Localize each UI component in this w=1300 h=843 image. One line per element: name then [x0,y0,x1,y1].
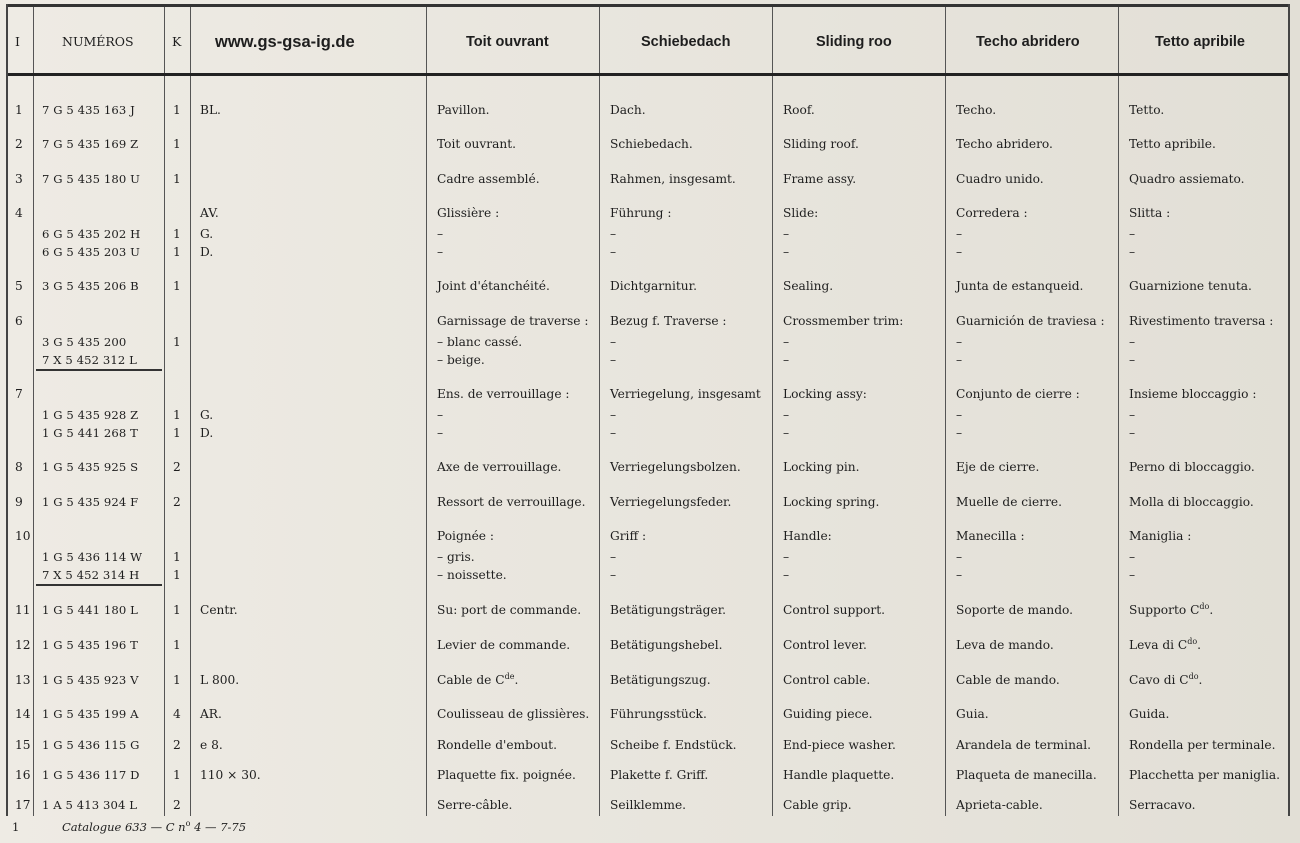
part-number: 1 G 5 435 924 F [42,495,139,509]
desc-spanish: Techo abridero. [956,137,1053,151]
quantity: 2 [173,460,181,474]
desc-italian: Serracavo. [1129,798,1196,812]
desc-english: Control support. [783,603,885,617]
quantity: 1 [173,426,181,440]
desc-german: – [610,407,617,422]
row-index: 17 [15,798,31,812]
desc-french: Ressort de verrouillage. [437,495,586,509]
desc-english: – [783,334,790,349]
part-number: 7 G 5 435 163 J [42,103,135,117]
part-number: 1 G 5 441 180 L [42,603,138,617]
superscript: do [1187,637,1198,646]
part-note: AV. [200,206,219,220]
desc-german: – [610,334,617,349]
desc-french: – beige. [437,353,485,367]
desc-german: Dach. [610,103,646,117]
part-number: 3 G 5 435 200 [42,334,127,349]
quantity: 2 [173,738,181,752]
desc-english: – [783,426,790,440]
row-index: 4 [15,206,23,220]
part-number: 7 G 5 435 169 Z [42,137,139,151]
desc-french: Plaquette fix. poignée. [437,768,576,782]
col-divider [1118,7,1119,816]
desc-spanish: Guarnición de traviesa : [956,314,1105,328]
desc-german: – [610,568,617,582]
header-numbers: NUMÉROS [62,34,134,49]
desc-english: – [783,407,790,422]
desc-english: Sealing. [783,279,834,293]
desc-german: Führung : [610,206,672,220]
desc-german: Betätigungsträger. [610,603,727,617]
desc-english: – [783,549,790,564]
desc-french: – [437,245,444,259]
row-index: 9 [15,495,23,509]
desc-italian: Rivestimento traversa : [1129,314,1274,328]
desc-english: – [783,245,790,259]
desc-italian: – [1129,334,1136,349]
footer-page-number: 1 [12,820,20,834]
part-number: 1 G 5 435 928 Z [42,407,139,422]
desc-spanish: Manecilla : [956,529,1025,543]
desc-italian: Cavo di $C^{do}$. [1129,672,1203,687]
quantity: 1 [173,172,181,186]
header-index: I [15,34,20,49]
desc-french: – noissette. [437,568,507,582]
desc-italian: – [1129,426,1136,440]
col-divider [33,7,34,816]
desc-english: Locking spring. [783,495,880,509]
part-note: AR. [200,707,222,721]
desc-spanish: Leva de mando. [956,638,1054,652]
desc-french: Serre-câble. [437,798,513,812]
desc-french: – gris. [437,549,475,564]
part-number: 1 G 5 435 199 A [42,707,139,721]
desc-italian: – [1129,226,1136,241]
desc-english: Guiding piece. [783,707,873,721]
desc-spanish: – [956,353,963,367]
desc-english: Cable grip. [783,798,852,812]
desc-italian: – [1129,568,1136,582]
desc-spanish: Plaqueta de manecilla. [956,768,1097,782]
quantity: 1 [173,245,181,259]
quantity: 2 [173,798,181,812]
superscript: de [504,672,515,681]
desc-french: Cable de Cde. [437,672,519,687]
desc-italian: – [1129,353,1136,367]
part-number: 1 G 5 436 117 D [42,768,140,782]
desc-spanish: Arandela de terminal. [956,738,1091,752]
desc-english: Control cable. [783,673,871,687]
desc-spanish: – [956,226,963,241]
desc-italian: Slitta : [1129,206,1171,220]
quantity: 1 [173,279,181,293]
desc-english: Sliding roof. [783,137,859,151]
quantity: 1 [173,103,181,117]
desc-french: Axe de verrouillage. [437,460,562,474]
part-number: 1 G 5 436 114 W [42,549,143,564]
desc-english: End-piece washer. [783,738,896,752]
desc-spanish: Eje de cierre. [956,460,1040,474]
desc-italian: Tetto. [1129,103,1165,117]
desc-italian: Tetto apribile. [1129,137,1216,151]
group-underline [36,369,162,371]
group-underline [36,584,162,586]
row-index: 11 [15,603,31,617]
desc-spanish: Muelle de cierre. [956,495,1062,509]
desc-german: – [610,226,617,241]
part-number: 6 G 5 435 203 U [42,245,140,259]
desc-german: Scheibe f. Endstück. [610,738,737,752]
part-note: D. [200,245,214,259]
desc-german: Griff : [610,529,647,543]
desc-french: – [437,407,444,422]
desc-english: Slide: [783,206,819,220]
part-number: 1 A 5 413 304 L [42,798,138,812]
part-number: 1 G 5 436 115 G [42,738,140,752]
desc-spanish: Junta de estanqueid. [956,279,1084,293]
desc-italian: Quadro assiemato. [1129,172,1245,186]
desc-german: Verriegelungsfeder. [610,495,732,509]
col-divider [772,7,773,816]
frame-right-rule [1288,4,1290,816]
desc-french: Cadre assemblé. [437,172,540,186]
desc-italian: – [1129,407,1136,422]
desc-italian: Rondella per terminale. [1129,738,1276,752]
desc-english: – [783,226,790,241]
desc-english: Handle: [783,529,832,543]
part-number: 1 G 5 435 196 T [42,638,138,652]
col-divider [164,7,165,816]
part-note: D. [200,426,214,440]
part-number: 6 G 5 435 202 H [42,226,141,241]
desc-english: – [783,353,790,367]
quantity: 2 [173,495,181,509]
desc-italian: Guarnizione tenuta. [1129,279,1252,293]
header-k: K [172,34,182,49]
desc-german: Führungsstück. [610,707,707,721]
desc-spanish: – [956,426,963,440]
desc-german: Betätigungshebel. [610,638,723,652]
desc-german: Verriegelungsbolzen. [610,460,741,474]
desc-italian: – [1129,549,1136,564]
row-index: 12 [15,638,31,652]
desc-german: Schiebedach. [610,137,693,151]
desc-spanish: Conjunto de cierre : [956,387,1080,401]
superscript: do [1188,672,1199,681]
desc-german: Plakette f. Griff. [610,768,709,782]
part-note: G. [200,407,214,422]
desc-english: Locking pin. [783,460,860,474]
desc-english: – [783,568,790,582]
desc-italian: Insieme bloccaggio : [1129,387,1257,401]
desc-spanish: – [956,407,963,422]
desc-italian: Guida. [1129,707,1170,721]
desc-spanish: Techo. [956,103,997,117]
row-index: 8 [15,460,23,474]
desc-italian: Placchetta per maniglia. [1129,768,1281,782]
desc-german: – [610,245,617,259]
desc-spanish: – [956,245,963,259]
header-german: Schiebedach [641,34,731,50]
quantity: 1 [173,226,181,241]
desc-spanish: Cuadro unido. [956,172,1044,186]
desc-french: – [437,426,444,440]
quantity: 1 [173,673,181,687]
quantity: 1 [173,137,181,151]
desc-french: – blanc cassé. [437,334,523,349]
desc-german: Seilklemme. [610,798,687,812]
desc-french: Su: port de commande. [437,603,582,617]
row-index: 16 [15,768,31,782]
desc-french: Ens. de verrouillage : [437,387,570,401]
desc-italian: Leva di $C^{do}$. [1129,637,1202,652]
part-note: e 8. [200,738,223,752]
header-english: Sliding roo [816,34,892,50]
col-divider [190,7,191,816]
part-number: 7 G 5 435 180 U [42,172,140,186]
desc-french: Coulisseau de glissières. [437,707,590,721]
part-number: 7 X 5 452 314 H [42,568,140,582]
row-index: 2 [15,137,23,151]
desc-french: Pavillon. [437,103,490,117]
desc-spanish: Aprieta-cable. [956,798,1043,812]
desc-spanish: – [956,568,963,582]
header-spanish: Techo abridero [976,34,1080,50]
desc-spanish: Guia. [956,707,989,721]
col-divider [599,7,600,816]
row-index: 1 [15,103,23,117]
desc-french: – [437,226,444,241]
part-number: 3 G 5 435 206 B [42,279,139,293]
frame-left-rule [6,4,8,816]
row-index: 13 [15,673,31,687]
part-note: Centr. [200,603,238,617]
part-number: 1 G 5 435 925 S [42,460,139,474]
desc-english: Handle plaquette. [783,768,895,782]
col-divider [426,7,427,816]
quantity: 1 [173,768,181,782]
superscript: do [1199,602,1210,611]
desc-spanish: Soporte de mando. [956,603,1073,617]
footer-catalogue-ref: Catalogue 633 — C $n^o$ 4 — 7-75 [62,819,247,834]
quantity: 1 [173,603,181,617]
desc-italian: Maniglia : [1129,529,1192,543]
desc-french: Levier de commande. [437,638,571,652]
row-index: 7 [15,387,23,401]
desc-italian: Molla di bloccaggio. [1129,495,1254,509]
desc-french: Garnissage de traverse : [437,314,589,328]
desc-spanish: – [956,549,963,564]
quantity: 1 [173,407,181,422]
desc-english: Frame assy. [783,172,857,186]
quantity: 1 [173,638,181,652]
quantity: 4 [173,707,181,721]
header-french: Toit ouvrant [466,34,549,50]
desc-spanish: – [956,334,963,349]
desc-french: Poignée : [437,529,494,543]
desc-french: Rondelle d'embout. [437,738,557,752]
row-index: 5 [15,279,23,293]
desc-german: Bezug f. Traverse : [610,314,727,328]
part-number: 7 X 5 452 312 L [42,353,137,367]
desc-german: Verriegelung, insgesamt [610,387,761,401]
part-note: G. [200,226,214,241]
col-divider [945,7,946,816]
desc-german: Dichtgarnitur. [610,279,697,293]
row-index: 6 [15,314,23,328]
desc-spanish: Cable de mando. [956,673,1060,687]
desc-spanish: Corredera : [956,206,1028,220]
watermark-url: www.gs-gsa-ig.de [215,33,355,51]
desc-french: Toit ouvrant. [437,137,516,151]
desc-german: – [610,353,617,367]
quantity: 1 [173,334,181,349]
desc-english: Locking assy: [783,387,867,401]
part-number: 1 G 5 435 923 V [42,673,139,687]
desc-english: Crossmember trim: [783,314,904,328]
row-index: 14 [15,707,31,721]
part-note: BL. [200,103,221,117]
row-index: 3 [15,172,23,186]
row-index: 10 [15,529,31,543]
desc-french: Joint d'étanchéité. [437,279,550,293]
desc-italian: Perno di bloccaggio. [1129,460,1255,474]
part-note: L 800. [200,673,240,687]
desc-german: Rahmen, insgesamt. [610,172,736,186]
desc-german: Betätigungszug. [610,673,711,687]
quantity: 1 [173,549,181,564]
desc-german: – [610,426,617,440]
part-number: 1 G 5 441 268 T [42,426,138,440]
desc-italian: Supporto $C^{do}$. [1129,602,1214,617]
quantity: 1 [173,568,181,582]
desc-english: Roof. [783,103,815,117]
frame-top-rule [6,4,1290,7]
desc-english: Control lever. [783,638,867,652]
desc-german: – [610,549,617,564]
part-note: 110 × 30. [200,768,261,782]
header-rule [8,73,1288,76]
desc-french: Glissière : [437,206,500,220]
row-index: 15 [15,738,31,752]
header-italian: Tetto apribile [1155,34,1245,50]
desc-italian: – [1129,245,1136,259]
